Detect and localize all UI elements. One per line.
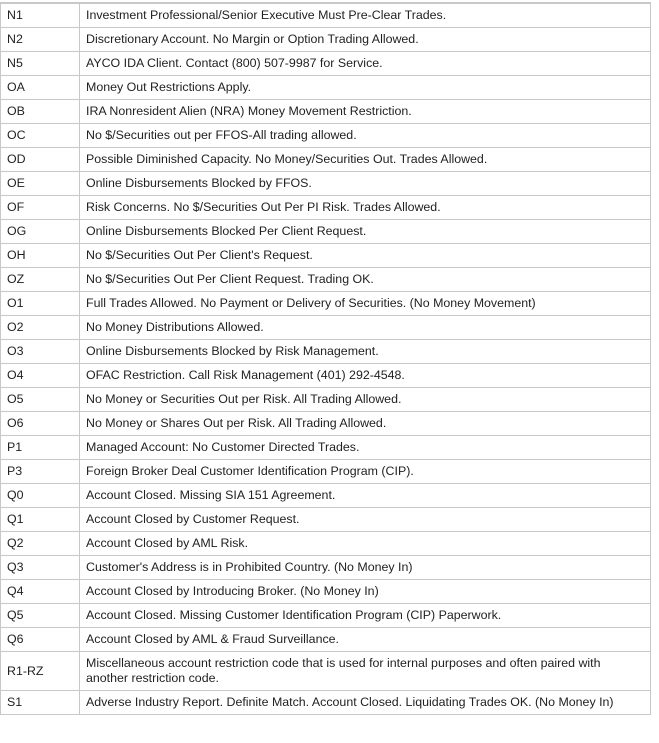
restriction-code-cell: OB (1, 100, 80, 124)
restriction-description-cell: Online Disbursements Blocked by FFOS. (80, 172, 651, 196)
restriction-code-cell: Q0 (1, 484, 80, 508)
restriction-description-cell: Managed Account: No Customer Directed Trades. (80, 436, 651, 460)
restriction-description-cell: AYCO IDA Client. Contact (800) 507-9987 for Service. (80, 52, 651, 76)
restriction-description-cell: Adverse Industry Report. Definite Match. Account Closed. Liquidating Trades OK. (No Money In) (80, 691, 651, 715)
table-row (1, 340, 651, 364)
table-row (1, 364, 651, 388)
table-row (1, 172, 651, 196)
restriction-description-cell: Online Disbursements Blocked Per Client Request. (80, 220, 651, 244)
restriction-description-cell: Full Trades Allowed. No Payment or Delivery of Securities. (No Money Movement) (80, 292, 651, 316)
restriction-code-cell: O2 (1, 316, 80, 340)
table-row (1, 691, 651, 715)
table-row (1, 220, 651, 244)
restriction-description-cell: No Money or Shares Out per Risk. All Trading Allowed. (80, 412, 651, 436)
restriction-code-cell: P1 (1, 436, 80, 460)
restriction-code-cell: Q1 (1, 508, 80, 532)
table-row (1, 412, 651, 436)
restriction-code-cell: OD (1, 148, 80, 172)
table-row (1, 388, 651, 412)
table-row (1, 652, 651, 691)
restriction-description-cell: Customer's Address is in Prohibited Country. (No Money In) (80, 556, 651, 580)
restriction-description-cell: No $/Securities Out Per Client Request. Trading OK. (80, 268, 651, 292)
restriction-code-cell: Q2 (1, 532, 80, 556)
restriction-description-cell: Account Closed by Customer Request. (80, 508, 651, 532)
table-row (1, 556, 651, 580)
restriction-description-cell: Miscellaneous account restriction code that is used for internal purposes and often paired with another restriction code. (80, 652, 651, 691)
restriction-code-cell: O5 (1, 388, 80, 412)
restriction-code-cell: P3 (1, 460, 80, 484)
table-row (1, 244, 651, 268)
restriction-codes-body (1, 4, 651, 715)
restriction-description-cell: No Money Distributions Allowed. (80, 316, 651, 340)
restriction-code-cell: O1 (1, 292, 80, 316)
restriction-description-cell: Investment Professional/Senior Executive Must Pre-Clear Trades. (80, 4, 651, 28)
restriction-code-cell: OA (1, 76, 80, 100)
restriction-code-cell: Q5 (1, 604, 80, 628)
restriction-code-cell: N2 (1, 28, 80, 52)
restriction-code-cell: R1-RZ (1, 652, 80, 691)
restriction-code-cell: O3 (1, 340, 80, 364)
restriction-code-cell: Q4 (1, 580, 80, 604)
restriction-description-cell: Foreign Broker Deal Customer Identification Program (CIP). (80, 460, 651, 484)
table-row (1, 124, 651, 148)
table-row (1, 436, 651, 460)
restriction-description-cell: Discretionary Account. No Margin or Option Trading Allowed. (80, 28, 651, 52)
restriction-code-cell: S1 (1, 691, 80, 715)
restriction-description-cell: Account Closed by AML Risk. (80, 532, 651, 556)
table-row (1, 100, 651, 124)
table-row (1, 484, 651, 508)
restriction-code-cell: OE (1, 172, 80, 196)
table-row (1, 52, 651, 76)
restriction-codes-table (0, 3, 651, 715)
table-row (1, 196, 651, 220)
restriction-description-cell: Online Disbursements Blocked by Risk Management. (80, 340, 651, 364)
restriction-description-cell: No $/Securities Out Per Client's Request. (80, 244, 651, 268)
restriction-code-cell: OF (1, 196, 80, 220)
restriction-description-cell: Account Closed. Missing Customer Identification Program (CIP) Paperwork. (80, 604, 651, 628)
table-row (1, 316, 651, 340)
restriction-code-cell: O6 (1, 412, 80, 436)
restriction-description-cell: Account Closed. Missing SIA 151 Agreement. (80, 484, 651, 508)
restriction-code-cell: OG (1, 220, 80, 244)
table-row (1, 28, 651, 52)
restriction-code-cell: OH (1, 244, 80, 268)
restriction-description-cell: Account Closed by AML & Fraud Surveillance. (80, 628, 651, 652)
table-row (1, 460, 651, 484)
restriction-code-cell: O4 (1, 364, 80, 388)
table-row (1, 604, 651, 628)
restriction-description-cell: Account Closed by Introducing Broker. (No Money In) (80, 580, 651, 604)
restriction-description-cell: OFAC Restriction. Call Risk Management (401) 292-4548. (80, 364, 651, 388)
restriction-description-cell: No Money or Securities Out per Risk. All Trading Allowed. (80, 388, 651, 412)
restriction-code-cell: Q3 (1, 556, 80, 580)
table-row (1, 580, 651, 604)
table-row (1, 76, 651, 100)
table-row (1, 628, 651, 652)
restriction-code-cell: OZ (1, 268, 80, 292)
table-row (1, 508, 651, 532)
restriction-code-cell: OC (1, 124, 80, 148)
restriction-description-cell: IRA Nonresident Alien (NRA) Money Movement Restriction. (80, 100, 651, 124)
restriction-code-cell: N5 (1, 52, 80, 76)
table-row (1, 148, 651, 172)
table-row (1, 532, 651, 556)
restriction-description-cell: No $/Securities out per FFOS-All trading allowed. (80, 124, 651, 148)
restriction-code-cell: Q6 (1, 628, 80, 652)
restriction-description-cell: Money Out Restrictions Apply. (80, 76, 651, 100)
restriction-description-cell: Possible Diminished Capacity. No Money/Securities Out. Trades Allowed. (80, 148, 651, 172)
restriction-code-cell: N1 (1, 4, 80, 28)
restriction-description-cell: Risk Concerns. No $/Securities Out Per PI Risk. Trades Allowed. (80, 196, 651, 220)
table-row (1, 292, 651, 316)
table-row (1, 268, 651, 292)
table-row (1, 4, 651, 28)
